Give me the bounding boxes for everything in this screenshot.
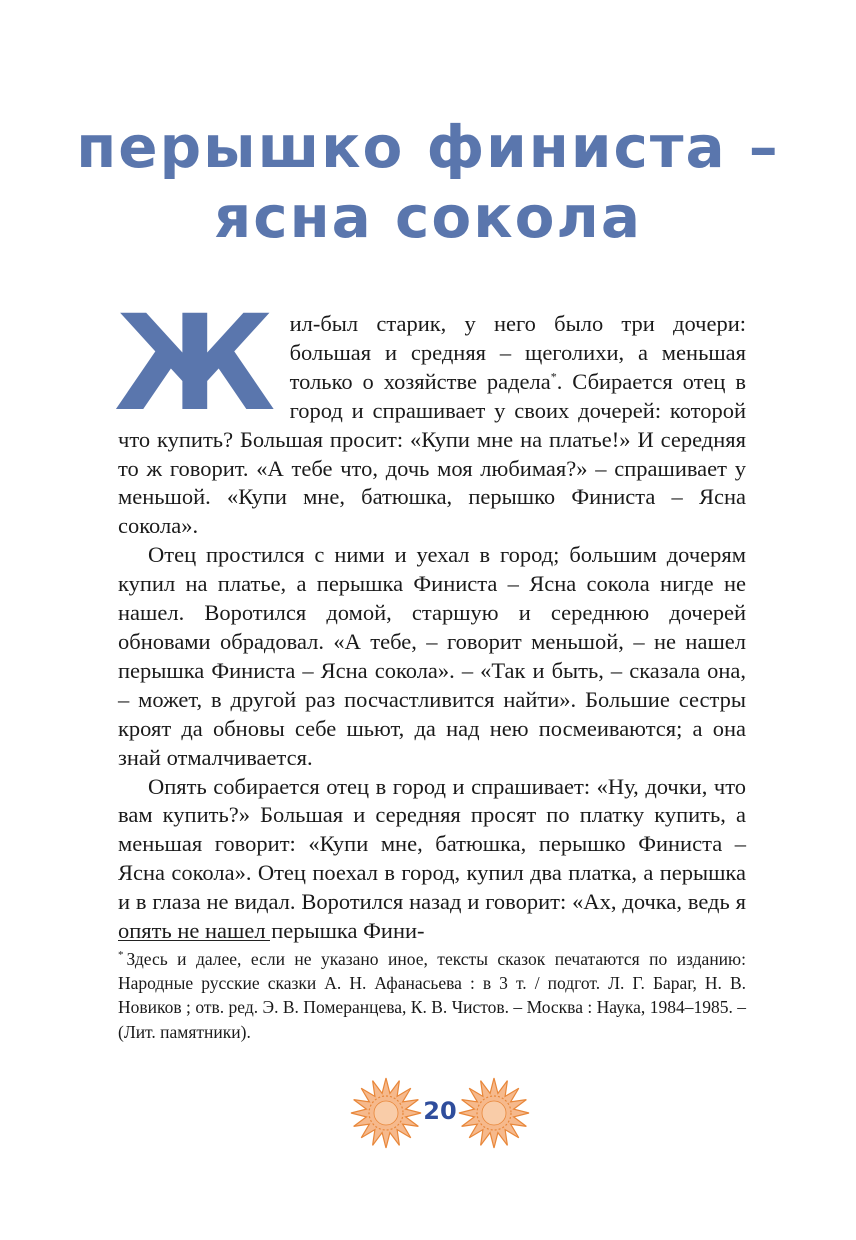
page-number: 20 xyxy=(423,1097,457,1125)
story-title-line-1: перышко финиста – xyxy=(76,113,780,181)
footnote-mark: * xyxy=(118,949,124,962)
paragraph-3: Опять собирается отец в город и спрашивает: «Ну, дочки, что вам купить?» Большая и середняя просят по платку купить, а меньшая говорит: «Купи мне, батюшка, перышко Финиста – Ясна сокола». Отец поехал в город, купил два платка, а перышка и в глаза не видал. Воротился назад и говорит: «Ах, дочка, ведь я опять не нашел перышка Фини- xyxy=(118,773,746,944)
paragraph-1-part-b: . Сбирается отец в город и спрашивает у своих дочерей: которой что купить? Большая просит: «Купи мне на платье!» И середняя то ж говорит. «А тебе что, дочь моя любимая?» – спрашивает у меньшой. «Купи мне, батюшка, перышко Финиста – Ясна сокола». xyxy=(118,368,746,539)
sun-icon xyxy=(456,1075,532,1151)
drop-cap: Ж xyxy=(114,287,276,441)
footnote-reference[interactable]: * xyxy=(550,369,557,384)
paragraph-2: Отец простился с ними и уехал в город; большим дочерям купил на платье, а перышка Финиста – Ясна сокола нигде не нашел. Воротился домой, старшую и середнюю дочерей обновами обрадовал. «А тебе, – говорит меньшой, – не нашел перышка Финиста – Ясна сокола». – «Так и быть, – сказала она, – может, в другой раз посчастливится найти». Большие сестры кроят да обновы себе шьют, да над нею посмеиваются; а она знай отмалчивается. xyxy=(118,542,746,770)
paragraph-1-part-a: ил-был старик, у него было три дочери: большая и средняя – щеголихи, а меньшая только о хозяйстве радела xyxy=(289,311,746,394)
footnote-text: Здесь и далее, если не указано иное, тексты сказок печатаются по изданию: Народные русские сказки А. Н. Афанасьева : в 3 т. / подгот. Л. Г. Бараг, Н. В. Новиков ; отв. ред. Э. В. Померанцева, К. В. Чистов. – Москва : Наука, 1984–1985. – (Лит. памятники). xyxy=(118,949,746,1042)
story-title-line-2: ясна сокола xyxy=(213,183,643,251)
footnote-divider xyxy=(118,940,270,941)
story-body xyxy=(114,287,746,946)
paragraph-1 xyxy=(114,287,746,541)
footnote xyxy=(118,947,746,1044)
